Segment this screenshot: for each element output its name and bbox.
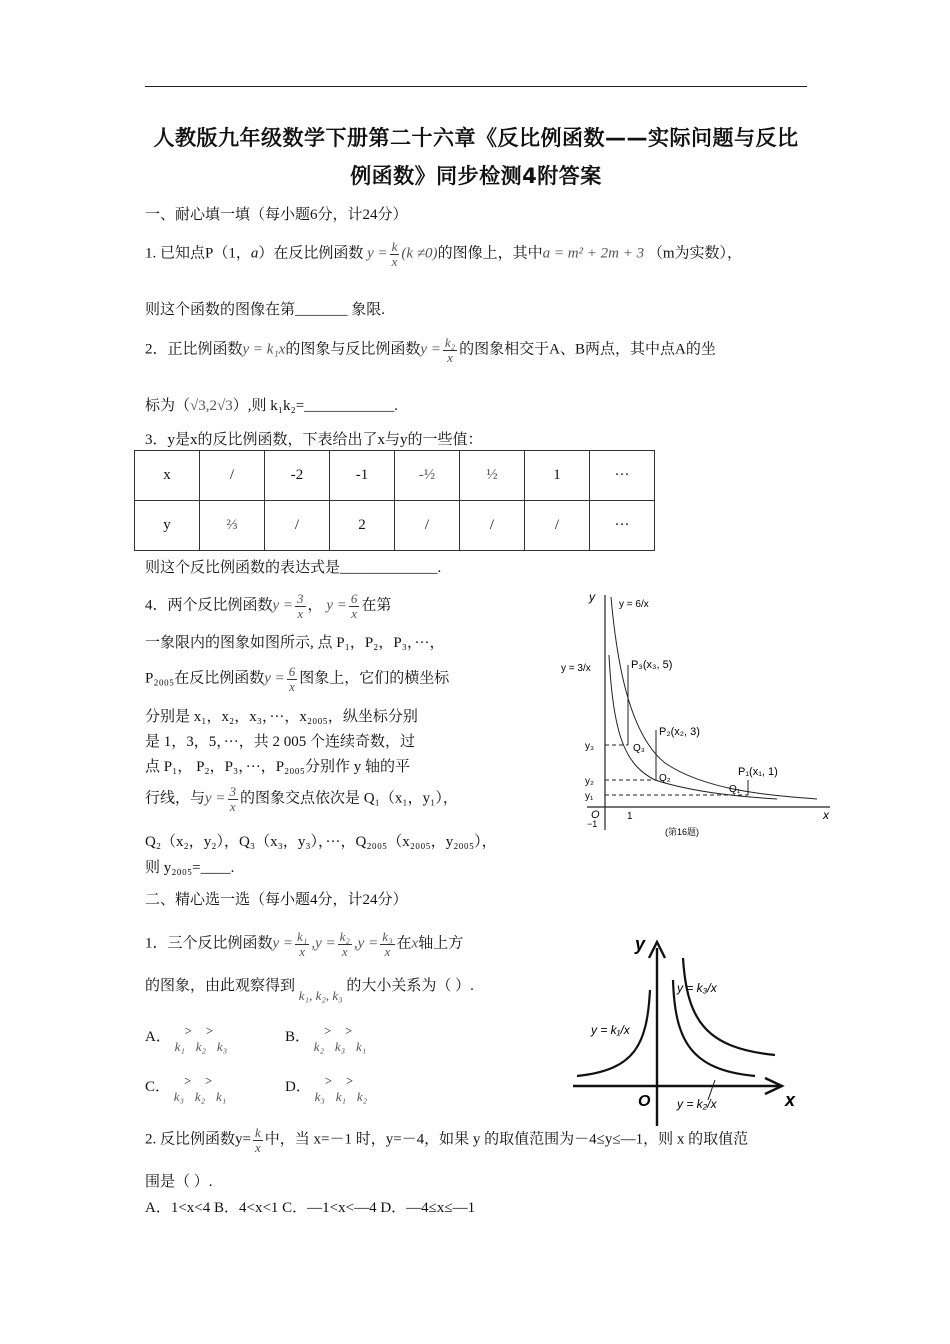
q1-line-1: 1. 已知点P（1，a）在反比例函数 y = $\frac{k}{x}$ (k ≠0)的图像上，其中a = m² + 2m + 3 （m为实数），: [145, 239, 743, 269]
table-cell: -1: [330, 451, 395, 501]
label-y2: y₂: [585, 776, 594, 787]
table-cell: x: [135, 451, 200, 501]
x-axis-label: x: [823, 808, 829, 822]
label-neg1: −1: [587, 819, 598, 829]
curve-k3: [683, 958, 775, 1055]
table-cell: ···: [590, 501, 655, 551]
label-q2: Q₂: [659, 773, 671, 784]
label-k1: y = k₁/x: [591, 1023, 630, 1037]
q4-fraction-2: $\frac{6}{x}$: [350, 591, 358, 621]
table-cell: /: [200, 451, 265, 501]
table-cell: ⅔: [200, 501, 265, 551]
label-origin: O: [591, 809, 600, 821]
header-rule: [145, 86, 807, 87]
q2-fraction: $\frac{\text{k₂}}{x}$: [444, 335, 456, 365]
mc1-option-b[interactable]: B． k₂> k₃> k₁: [285, 1024, 367, 1054]
mc1-fraction-2: $\frac{\text{k₂}}{x}$: [339, 929, 350, 959]
figure-16-graph: [555, 585, 845, 850]
mc2-line-2: 围是（ ）.: [145, 1174, 213, 1190]
table-cell: /: [460, 501, 525, 551]
table-cell: -2: [265, 451, 330, 501]
label-q1: Q₁: [729, 784, 741, 795]
y-axis-label: y: [635, 934, 646, 954]
table-cell: y: [135, 501, 200, 551]
x-axis-label: x: [785, 1090, 796, 1110]
q4-fraction-3: $\frac{6}{x}$: [288, 664, 296, 694]
section-2-heading: 二、精心选一选（每小题4分，计24分）: [145, 892, 408, 908]
label-p2: P₂(x₂, 3): [659, 726, 700, 738]
table-cell: 1: [525, 451, 590, 501]
label-p3: P₃(x₃, 5): [631, 659, 673, 671]
q3-intro: 3．y是x的反比例函数，下表给出了x与y的一些值：: [145, 432, 483, 448]
q4-line-4: 分别是 x₁，x₂，x₃，···，x₂₀₀₅，纵坐标分别: [145, 709, 418, 725]
q4-fraction-4: $\frac{3}{x}$: [229, 784, 237, 814]
q4-line-1: 4．两个反比例函数y = $\frac{3}{x}$ ， y = $\frac{6}{x}$ 在第: [145, 591, 392, 621]
curve-6-over-x: [611, 597, 817, 799]
table-cell: ···: [590, 451, 655, 501]
q3-answer-line: 则这个反比例函数的表达式是_____________.: [145, 560, 442, 576]
mc1-fraction-3: $\frac{\text{k₃}}{x}$: [382, 929, 393, 959]
mc1-fraction-1: $\frac{\text{k₁}}{x}$: [297, 929, 308, 959]
page-title-line-1: 人教版九年级数学下册第二十六章《反比例函数——实际问题与反比: [153, 126, 799, 150]
q4-line-2: 一象限内的图象如图所示, 点 P₁，P₂，P₃，···，: [145, 635, 445, 651]
table-cell: /: [265, 501, 330, 551]
figure-mc1-graph: [565, 930, 810, 1130]
q1-line-2: 则这个函数的图像在第_______ 象限.: [145, 302, 386, 318]
table-cell: 2: [330, 501, 395, 551]
section-1-heading: 一、耐心填一填（每小题6分，计24分）: [145, 207, 408, 223]
mc1-option-c[interactable]: C． k₃> k₂> k₁: [145, 1074, 227, 1104]
y-axis-label: y: [589, 590, 595, 604]
label-y1: y₁: [585, 791, 594, 802]
mc1-line-2: 的图象，由此观察得到 k₁, k₂, k₃ 的大小关系为（ ）.: [145, 978, 474, 1003]
mc2-options[interactable]: A．1<x<4 B．4<x<1 C．—1<x<—4 D．—4≤x≤—1: [145, 1200, 476, 1216]
q2-line-1: 2．正比例函数y = k₁x的图象与反比例函数y = $\frac{\text{k₂}}{x}$ 的图象相交于A、B两点，其中点A的坐: [145, 335, 716, 365]
label-y-6-over-x: y = 6/x: [619, 599, 649, 610]
q4-line-8: Q₂（x₂，y₂），Q₃（x₃，y₃），···，Q₂₀₀₅（x₂₀₀₅，y₂₀₀₅），: [145, 834, 497, 850]
mc1-option-d[interactable]: D． k₃> k₁> k₂: [285, 1074, 368, 1104]
q1-fraction: $\frac{k}{x}$: [391, 239, 398, 269]
q4-line-9: 则 y₂₀₀₅=____.: [145, 860, 235, 876]
table-cell: /: [395, 501, 460, 551]
origin-label: O: [638, 1093, 651, 1110]
figure-16-caption: (第16题): [665, 827, 700, 837]
label-y3: y₃: [585, 741, 595, 752]
table-row-x: [135, 451, 655, 501]
table-cell: ½: [460, 451, 525, 501]
table-row-y: [135, 501, 655, 551]
mc2-line-1: 2. 反比例函数y= $\frac{k}{x}$ 中，当 x=－1 时，y=－4，如果 y 的取值范围为－4≤y≤—1，则 x 的取值范: [145, 1125, 749, 1155]
label-k3: y = k₃/x: [677, 981, 717, 995]
q4-line-7: 行线，与y = $\frac{3}{x}$ 的图象交点依次是 Q₁（x₁，y₁），: [145, 784, 458, 814]
table-cell: -½: [395, 451, 460, 501]
q4-fraction-1: $\frac{3}{x}$: [297, 591, 304, 621]
label-y-3-over-x: y = 3/x: [561, 663, 591, 674]
page-title-line-2: 例函数》同步检测4附答案: [350, 164, 602, 188]
q4-line-6: 点 P₁， P₂，P₃，···，P₂₀₀₅分别作 y 轴的平: [145, 759, 410, 775]
label-p1: P₁(x₁, 1): [738, 766, 778, 778]
q4-line-3: P₂₀₀₅在反比例函数y = $\frac{6}{x}$ 图象上，它们的横坐标: [145, 664, 450, 694]
label-q3: Q₃: [633, 743, 645, 754]
q3-value-table: [134, 450, 655, 551]
mc2-fraction: $\frac{k}{x}$: [254, 1125, 261, 1155]
q2-line-2: 标为（√3,2√3）,则 k₁k₂=____________.: [145, 398, 398, 414]
table-cell: /: [525, 501, 590, 551]
q4-line-5: 是 1，3，5，···，共 2 005 个连续奇数，过: [145, 734, 415, 750]
mc1-line-1: 1．三个反比例函数y = $\frac{\text{k₁}}{x}$ ,y = $\frac{\text{k₂}}{x}$ ,y = $\frac{\text{k₃}}{x}$ 在x轴上方: [145, 929, 464, 959]
mc1-option-a[interactable]: A． k₁> k₂> k₃: [145, 1024, 228, 1054]
label-one: 1: [627, 811, 633, 822]
label-k2: y = k₂/x: [677, 1097, 717, 1111]
mc1-k-list: k₁, k₂, k₃: [298, 988, 343, 1003]
